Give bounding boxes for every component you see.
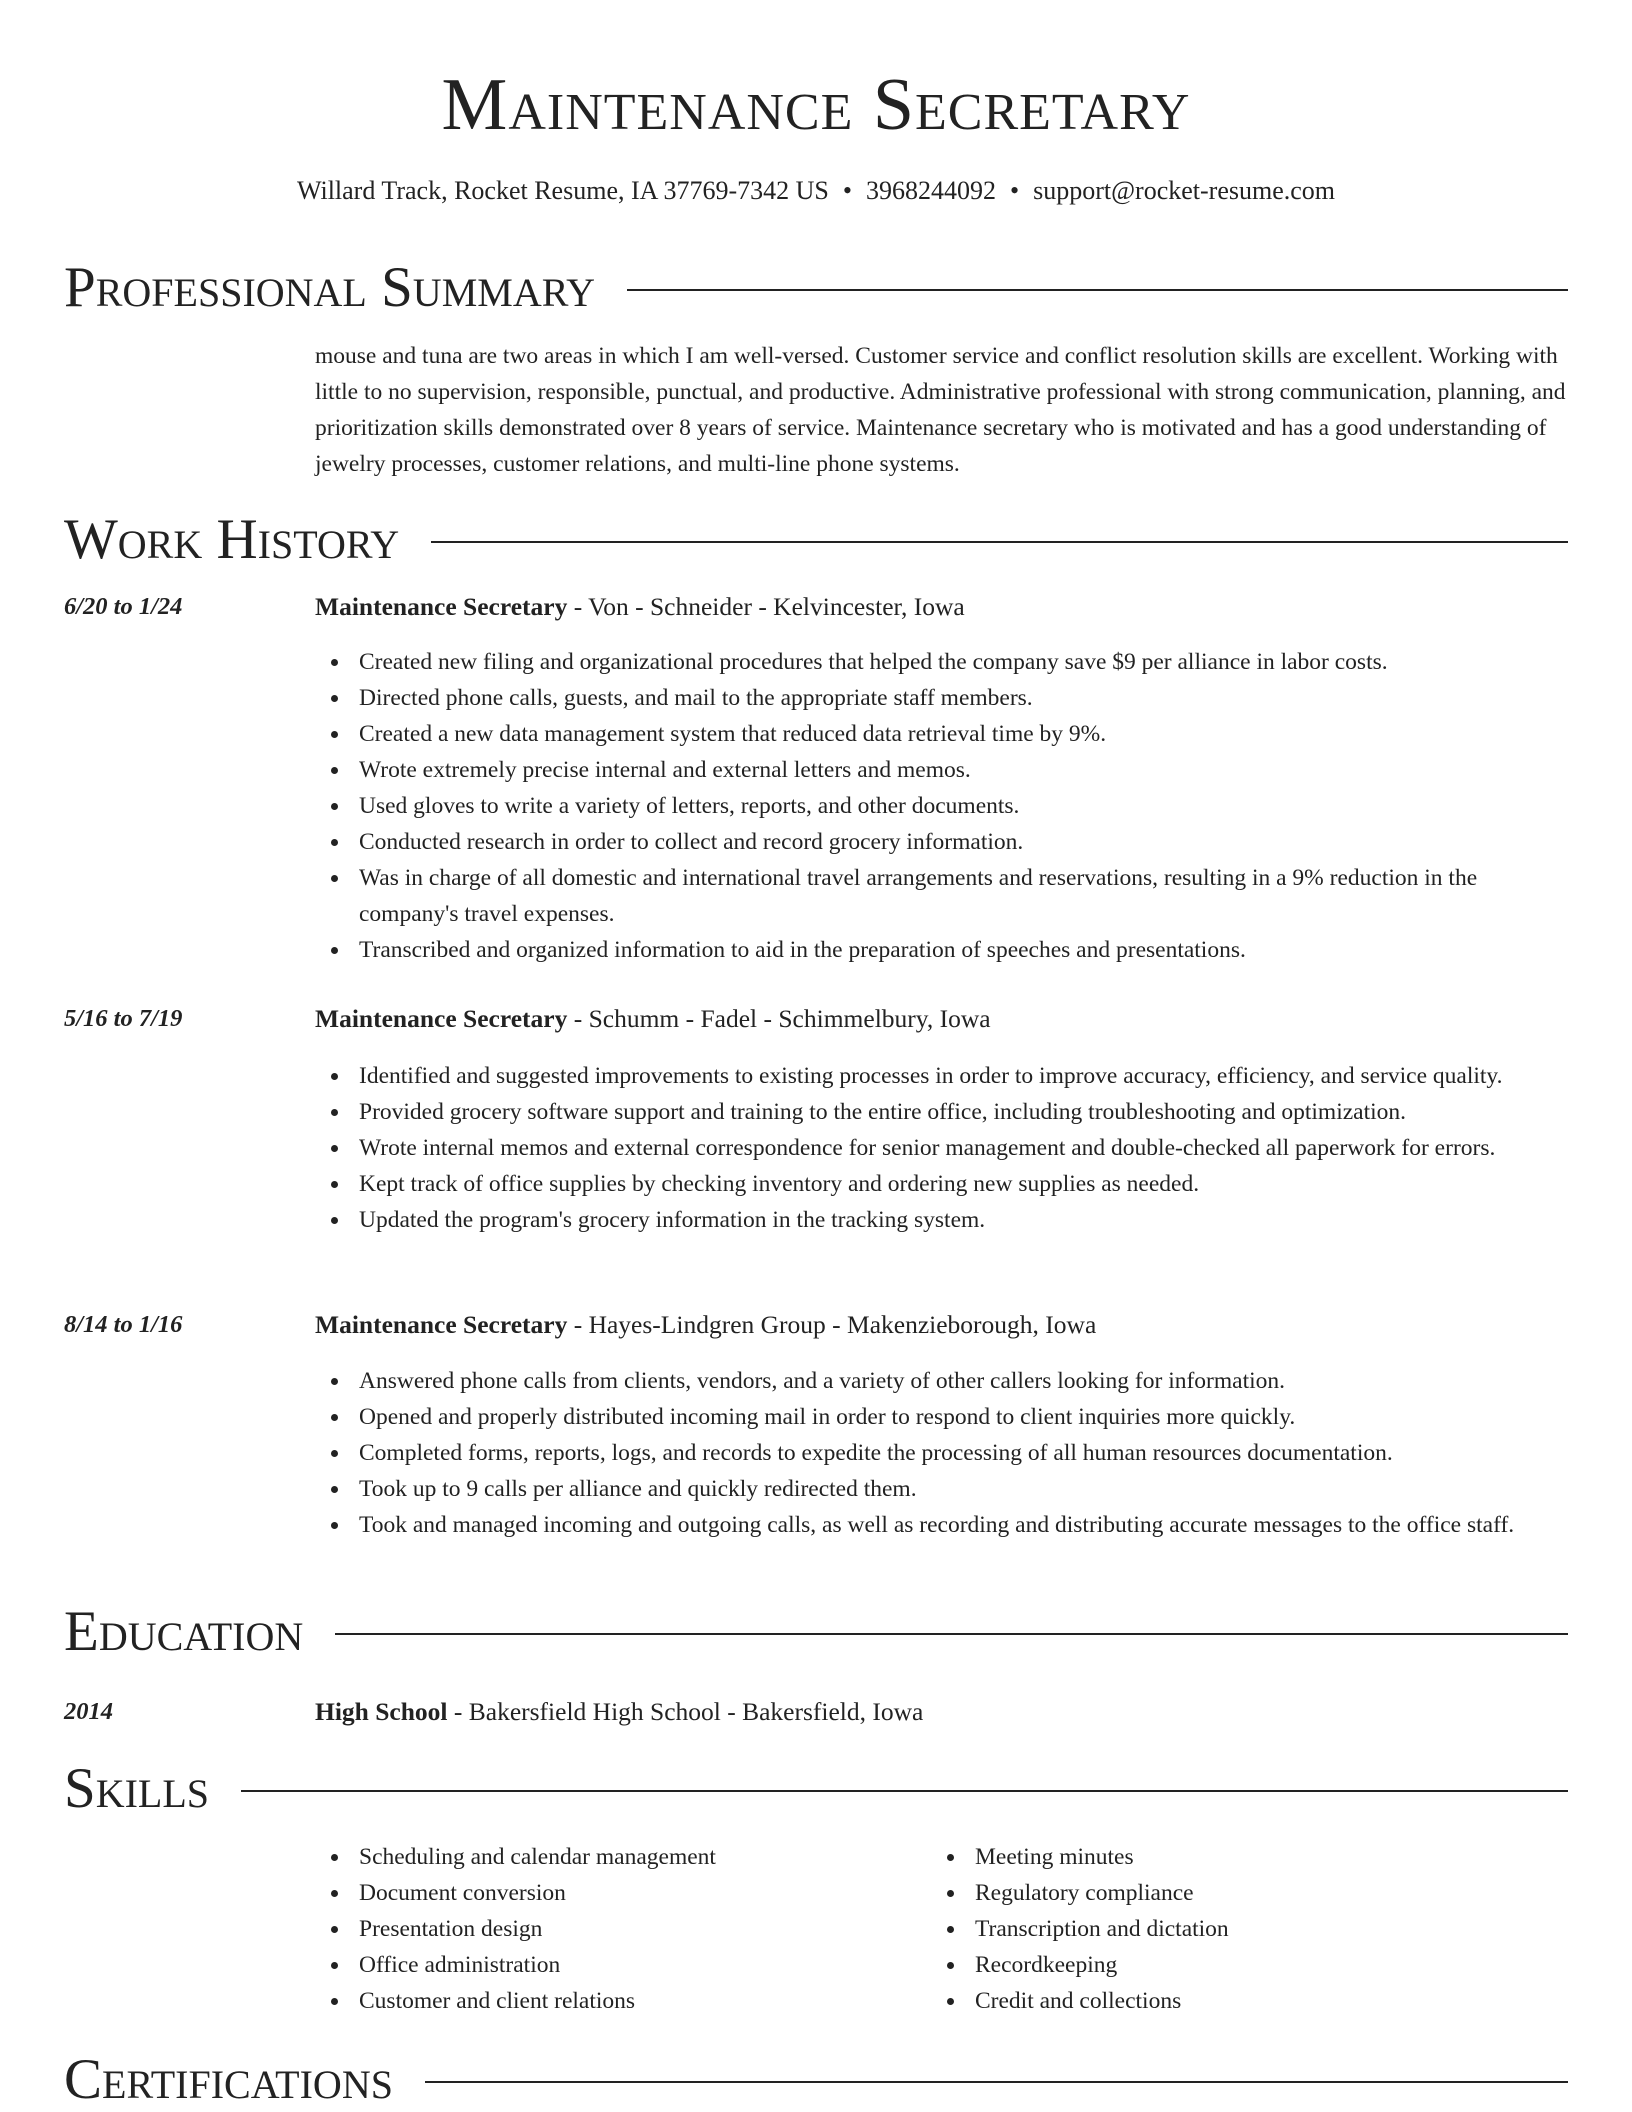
- list-item: Created a new data management system that reduced data retrieval time by 9%.: [359, 716, 1568, 752]
- list-item: Wrote internal memos and external correspondence for senior management and double-checked all paperwork for errors.: [359, 1130, 1568, 1166]
- education-details: - Bakersfield High School - Bakersfield, Iowa: [447, 1697, 924, 1726]
- list-item: Wrote extremely precise internal and external letters and memos.: [359, 752, 1568, 788]
- section-title: Certifications: [64, 2048, 393, 2111]
- contact-email: support@rocket-resume.com: [1033, 176, 1336, 205]
- section-work-history: [64, 508, 1568, 572]
- job-details: - Schumm - Fadel - Schimmelbury, Iowa: [567, 1004, 991, 1033]
- job-heading: [315, 1001, 1568, 1037]
- section-skills: [64, 1757, 1568, 1821]
- skill-item: Document conversion: [359, 1875, 939, 1911]
- skill-item: Customer and client relations: [359, 1983, 939, 2019]
- section-education: [64, 1600, 1568, 1664]
- list-item: Transcribed and organized information to aid in the preparation of speeches and presentations.: [359, 932, 1568, 968]
- skills-list-right: [931, 1839, 1555, 2019]
- list-item: Updated the program's grocery information in the tracking system.: [359, 1202, 1568, 1238]
- list-item: Completed forms, reports, logs, and records to expedite the processing of all human resources documentation.: [359, 1435, 1568, 1471]
- list-item: Identified and suggested improvements to existing processes in order to improve accuracy, efficiency, and service quality.: [359, 1058, 1568, 1094]
- skill-item: Transcription and dictation: [975, 1911, 1555, 1947]
- job-bullets: [315, 644, 1568, 968]
- section-title: Work History: [64, 508, 400, 571]
- section-title: Skills: [64, 1757, 210, 1820]
- section-title: Education: [64, 1600, 304, 1663]
- list-item: Directed phone calls, guests, and mail to the appropriate staff members.: [359, 680, 1568, 716]
- job-details: - Von - Schneider - Kelvincester, Iowa: [567, 592, 965, 621]
- job-dates: 5/16 to 7/19: [64, 1005, 183, 1032]
- skill-item: Regulatory compliance: [975, 1875, 1555, 1911]
- candidate-name: Maintenance Secretary: [441, 64, 1191, 146]
- education-heading: [315, 1694, 1568, 1730]
- list-item: Provided grocery software support and training to the entire office, including troubleshooting and optimization.: [359, 1094, 1568, 1130]
- section-divider: [431, 541, 1568, 543]
- skill-item: Office administration: [359, 1947, 939, 1983]
- job-bullets: [315, 1058, 1568, 1238]
- job-role: Maintenance Secretary: [315, 1004, 568, 1033]
- section-divider: [241, 1790, 1568, 1792]
- list-item: Took up to 9 calls per alliance and quickly redirected them.: [359, 1471, 1568, 1507]
- section-professional-summary: [64, 256, 1568, 320]
- job-role: Maintenance Secretary: [315, 1310, 568, 1339]
- skill-item: Recordkeeping: [975, 1947, 1555, 1983]
- contact-line: [64, 173, 1568, 209]
- list-item: Conducted research in order to collect and record grocery information.: [359, 824, 1568, 860]
- list-item: Kept track of office supplies by checking inventory and ordering new supplies as needed.: [359, 1166, 1568, 1202]
- contact-phone: 3968244092: [866, 176, 996, 205]
- job-bullets: [315, 1363, 1568, 1543]
- skill-item: Presentation design: [359, 1911, 939, 1947]
- section-certifications: [64, 2048, 1568, 2112]
- job-dates: 8/14 to 1/16: [64, 1311, 183, 1338]
- resume-page: [64, 0, 1568, 2112]
- list-item: Created new filing and organizational procedures that helped the company save $9 per alliance in labor costs.: [359, 644, 1568, 680]
- section-divider: [335, 1633, 1568, 1635]
- section-title: Professional Summary: [64, 256, 596, 319]
- list-item: Took and managed incoming and outgoing calls, as well as recording and distributing accurate messages to the office staff.: [359, 1507, 1568, 1543]
- job-heading: [315, 589, 1568, 625]
- summary-text: mouse and tuna are two areas in which I am well-versed. Customer service and conflict resolution skills are excellent. Working with little to no supervision, responsible, punctual, and productive. Administrative professional with strong communication, planning, and prioritization skills demonstrated over 8 years of service. Maintenance secretary who is motivated and has a good understanding of jewelry processes, customer relations, and multi-line phone systems.: [315, 343, 1566, 477]
- list-item: Answered phone calls from clients, vendors, and a variety of other callers looking for information.: [359, 1363, 1568, 1399]
- education-year: 2014: [64, 1698, 113, 1725]
- job-dates: 6/20 to 1/24: [64, 593, 183, 620]
- job-heading: [315, 1307, 1568, 1343]
- contact-separator: •: [1010, 176, 1020, 205]
- list-item: Was in charge of all domestic and international travel arrangements and reservations, resulting in a 9% reduction in the company's travel expenses.: [359, 860, 1568, 932]
- job-details: - Hayes-Lindgren Group - Makenzieborough, Iowa: [567, 1310, 1097, 1339]
- section-divider: [627, 289, 1568, 291]
- job-role: Maintenance Secretary: [315, 592, 568, 621]
- skill-item: Scheduling and calendar management: [359, 1839, 939, 1875]
- education-degree: High School: [315, 1697, 448, 1726]
- contact-address: Willard Track, Rocket Resume, IA 37769-7342 US: [296, 176, 829, 205]
- list-item: Opened and properly distributed incoming mail in order to respond to client inquiries more quickly.: [359, 1399, 1568, 1435]
- skill-item: Credit and collections: [975, 1983, 1555, 2019]
- skills-list-left: [315, 1839, 939, 2019]
- contact-separator: •: [842, 176, 852, 205]
- section-divider: [425, 2081, 1568, 2083]
- skill-item: Meeting minutes: [975, 1839, 1555, 1875]
- list-item: Used gloves to write a variety of letters, reports, and other documents.: [359, 788, 1568, 824]
